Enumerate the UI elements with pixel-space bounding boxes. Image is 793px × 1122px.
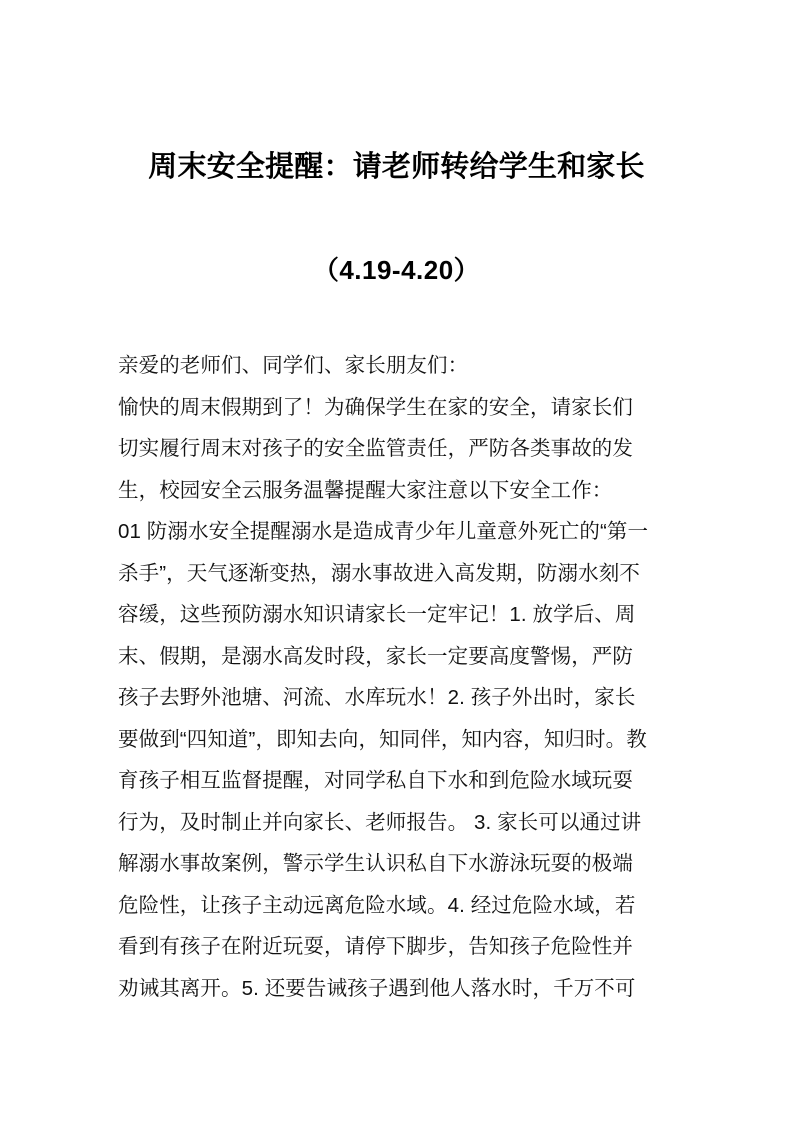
body-line: 容缓，这些预防溺水知识请家长一定牢记！1. 放学后、周	[118, 603, 636, 626]
document-body	[118, 345, 678, 1009]
body-line: 孩子去野外池塘、河流、水库玩水！2. 孩子外出时，家长	[118, 686, 636, 709]
body-line: 杀手”，天气逐渐变热，溺水事故进入高发期，防溺水刻不	[118, 561, 640, 585]
page-title: 周末安全提醒：请老师转给学生和家长	[148, 151, 645, 184]
body-line: 末、假期，是溺水高发时段，家长一定要高度警惕，严防	[118, 644, 633, 668]
body-line: 要做到“四知道”，即知去向，知同伴，知内容，知归时。教	[118, 727, 647, 751]
body-line: 亲爱的老师们、同学们、家长朋友们：	[118, 354, 469, 377]
body-line: 行为，及时制止并向家长、老师报告。 3. 家长可以通过讲	[118, 810, 642, 834]
body-line: 解溺水事故案例，警示学生认识私自下水游泳玩耍的极端	[118, 852, 633, 875]
body-line: 劝诫其离开。5. 还要告诫孩子遇到他人落水时，千万不可	[118, 976, 636, 1000]
body-line: 01 防溺水安全提醒溺水是造成青少年儿童意外死亡的“第一	[118, 520, 649, 543]
page-subtitle-date-range: （4.19-4.20）	[312, 254, 481, 285]
body-line: 愉快的周末假期到了！为确保学生在家的安全，请家长们	[118, 395, 633, 419]
body-line: 切实履行周末对孩子的安全监管责任，严防各类事故的发	[118, 437, 633, 460]
body-line: 生，校园安全云服务温馨提醒大家注意以下安全工作：	[118, 478, 613, 502]
body-line: 危险性，让孩子主动远离危险水域。4. 经过危险水域，若	[118, 893, 636, 917]
body-line: 看到有孩子在附近玩耍，请停下脚步，告知孩子危险性并	[118, 935, 633, 958]
body-line: 育孩子相互监督提醒，对同学私自下水和到危险水域玩耍	[118, 769, 633, 792]
